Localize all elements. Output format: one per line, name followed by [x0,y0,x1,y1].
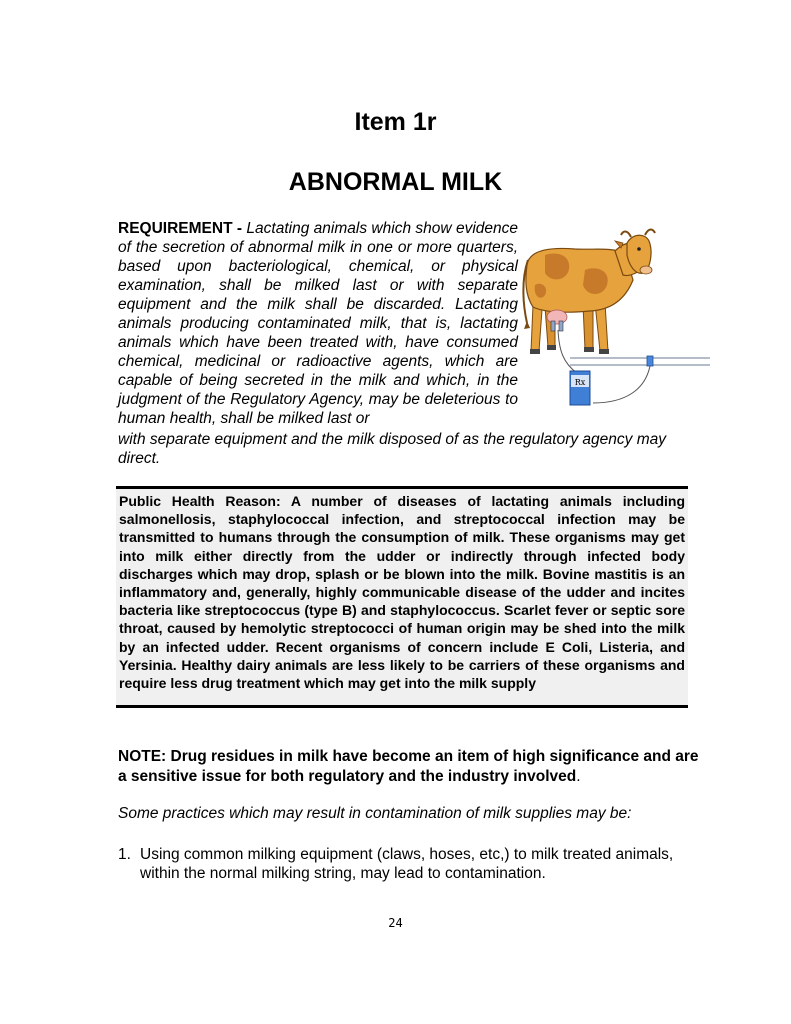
rx-label: Rx [574,378,586,387]
practices-intro: Some practices which may result in contamination of milk supplies may be: [118,805,632,822]
page-title: ABNORMAL MILK [288,168,503,196]
page-number: 24 [388,916,403,930]
requirement-text: Lactating animals which show evidence of the secretion of abnormal milk in one or more quarters, based upon bacteriological, chemical, or physical examination, shall be milked last or with separate equipment and the milk shall be discarded. Lactating animals producing contaminated milk, that is, lactating animals which have been treated with, have consumed chemical, medicinal or radioactive agents, which are capable of being secreted in the milk and which, in the judgment of the Regulatory Agency, may be deleterious to human health, shall be milked last or [118,220,518,427]
note-text: NOTE: Drug residues in milk have become an item of high significance and are a sensitive issue for both regulatory and the industry involved [118,748,699,785]
requirement-label: REQUIREMENT - [118,220,243,237]
public-health-reason-box: Public Health Reason: A number of diseases of lactating animals including salmonellosis, staphylococcal infection, and streptococcal infection may be transmitted to humans through the consumption of milk. These organisms may get into milk either directly from the udder or indirectly through infected body discharges which may drop, splash or be blown into the milk. Bovine mastitis is an inflammatory and, generally, highly communicable disease of the udder and incites bacteria like streptococcus (type B) and staphylococcus. Scarlet fever or septic sore throat, caused by hemolytic streptococci of human origin may be shed into the milk by an infected udder. Recent organisms of concern include E Coli, Listeria, and Yersinia. Healthy dairy animals are less likely to be carriers of these organisms and require less drug treatment which may get into the milk supply [116,486,688,708]
requirement-continuation: with separate equipment and the milk disposed of as the regulatory agency may direct. [118,431,666,467]
note-paragraph [118,747,708,787]
list-item-number: 1. [118,846,131,863]
item-title: Item 1r [354,108,437,136]
list-item-text: Using common milking equipment (claws, hoses, etc,) to milk treated animals, within the normal milking string, may lead to contamination. [140,846,674,882]
note-end: . [576,768,581,785]
list-item [118,845,708,883]
cow-milking-illustration [515,225,715,410]
cow-milking-icon [515,225,715,410]
requirement-paragraph [118,219,518,428]
